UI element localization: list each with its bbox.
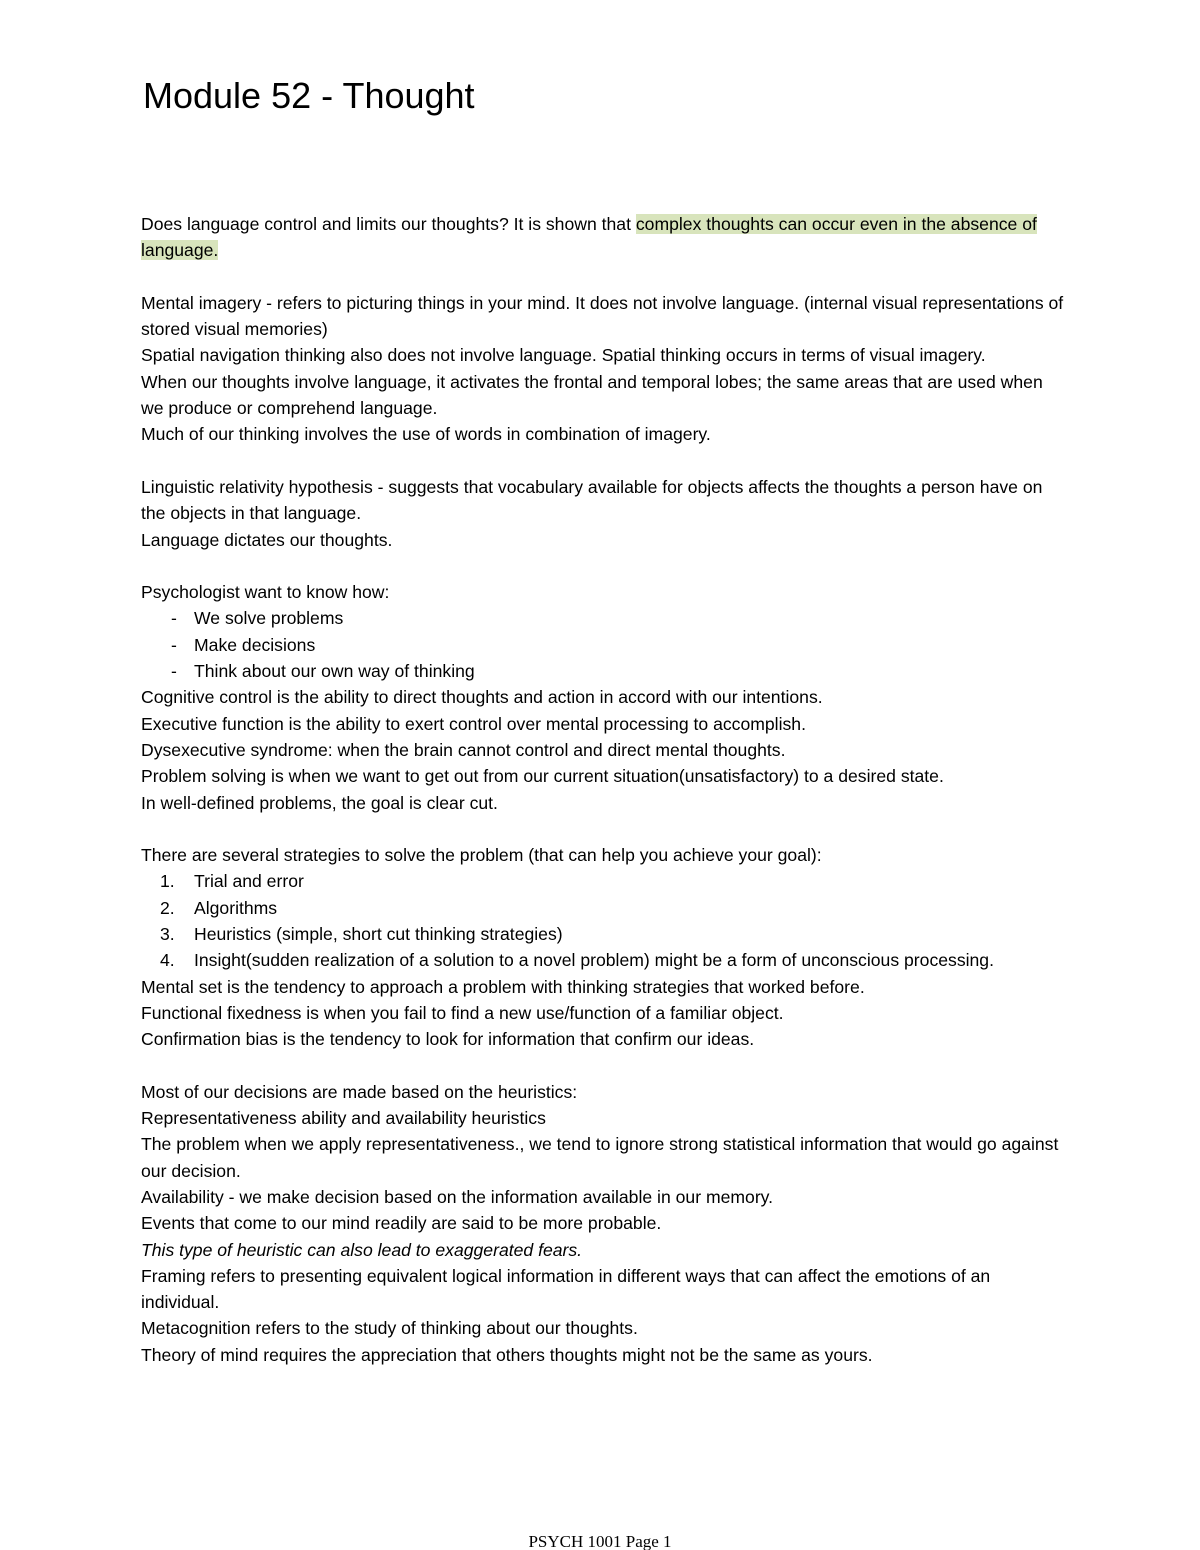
paragraph: Confirmation bias is the tendency to look for information that confirm our ideas. [141, 1029, 755, 1050]
list-item [141, 658, 1066, 684]
list-item-text: We solve problems [194, 608, 344, 629]
paragraph: Framing refers to presenting equivalent logical information in different ways that can affect the emotions of an individual. [141, 1265, 991, 1313]
list-item [141, 947, 1066, 973]
list-item-text: Algorithms [194, 897, 278, 918]
paragraph: Executive function is the ability to exert control over mental processing to accomplish. [141, 713, 806, 734]
list-item [141, 605, 1066, 631]
document-body [141, 211, 1066, 1368]
paragraph: Linguistic relativity hypothesis - suggests that vocabulary available for objects affects the thoughts a person have on the objects in that language. [141, 476, 1043, 524]
paragraph: Representativeness ability and availability heuristics [141, 1108, 546, 1129]
paragraph: Problem solving is when we want to get out from our current situation(unsatisfactory) to a desired state. [141, 766, 944, 787]
paragraph: Most of our decisions are made based on the heuristics: [141, 1081, 578, 1102]
list-item-text: Make decisions [194, 634, 316, 655]
bullet-marker: - [171, 634, 177, 655]
paragraph: Theory of mind requires the appreciation that others thoughts might not be the same as yours. [141, 1344, 873, 1365]
paragraph: Mental set is the tendency to approach a problem with thinking strategies that worked before. [141, 976, 865, 997]
list-item-text: Heuristics (simple, short cut thinking strategies) [194, 924, 563, 945]
paragraph: Much of our thinking involves the use of words in combination of imagery. [141, 424, 711, 445]
list-lead: Psychologist want to know how: [141, 582, 390, 603]
list-item-text: Think about our own way of thinking [194, 661, 475, 682]
paragraph: When our thoughts involve language, it activates the frontal and temporal lobes; the same areas that are used when we produce or comprehend language. [141, 371, 1043, 419]
page-title: Module 52 - Thought [143, 75, 475, 116]
paragraph: The problem when we apply representativeness., we tend to ignore strong statistical information that would go against our decision. [141, 1134, 1059, 1181]
paragraph: Language dictates our thoughts. [141, 529, 393, 550]
intro-text: Does language control and limits our thoughts? It is shown that [141, 214, 636, 234]
paragraph: In well-defined problems, the goal is clear cut. [141, 792, 498, 813]
list-lead: There are several strategies to solve the problem (that can help you achieve your goal): [141, 845, 822, 866]
paragraph: Events that come to our mind readily are said to be more probable. [141, 1213, 662, 1234]
list-number: 3. [160, 924, 175, 945]
intro-paragraph [141, 211, 1066, 264]
list-item [141, 868, 1066, 894]
list-item [141, 921, 1066, 947]
bullet-list [141, 605, 1066, 684]
paragraph: Metacognition refers to the study of thinking about our thoughts. [141, 1318, 638, 1339]
paragraph: Spatial navigation thinking also does not involve language. Spatial thinking occurs in terms of visual imagery. [141, 345, 986, 366]
paragraph: Cognitive control is the ability to direct thoughts and action in accord with our intentions. [141, 687, 823, 708]
italic-note: This type of heuristic can also lead to exaggerated fears. [141, 1239, 583, 1260]
paragraph: Dysexecutive syndrome: when the brain cannot control and direct mental thoughts. [141, 739, 786, 760]
numbered-list [141, 868, 1066, 973]
paragraph: Functional fixedness is when you fail to find a new use/function of a familiar object. [141, 1002, 784, 1023]
paragraph: Availability - we make decision based on the information available in our memory. [141, 1186, 774, 1207]
bullet-marker: - [171, 608, 177, 629]
highlighted-text: complex thoughts can occur even in the absence of language. [141, 214, 1037, 261]
list-number: 4. [160, 950, 175, 971]
paragraph: Mental imagery - refers to picturing things in your mind. It does not involve language. (internal visual representations of stored visual memories) [141, 292, 1064, 340]
list-number: 2. [160, 897, 175, 918]
list-item-text: Insight(sudden realization of a solution to a novel problem) might be a form of unconscious processing. [194, 950, 994, 971]
bullet-marker: - [171, 661, 177, 682]
list-item [141, 632, 1066, 658]
page-footer: PSYCH 1001 Page 1 [528, 1532, 672, 1550]
list-item-text: Trial and error [194, 871, 304, 892]
list-item [141, 895, 1066, 921]
list-number: 1. [160, 871, 175, 892]
